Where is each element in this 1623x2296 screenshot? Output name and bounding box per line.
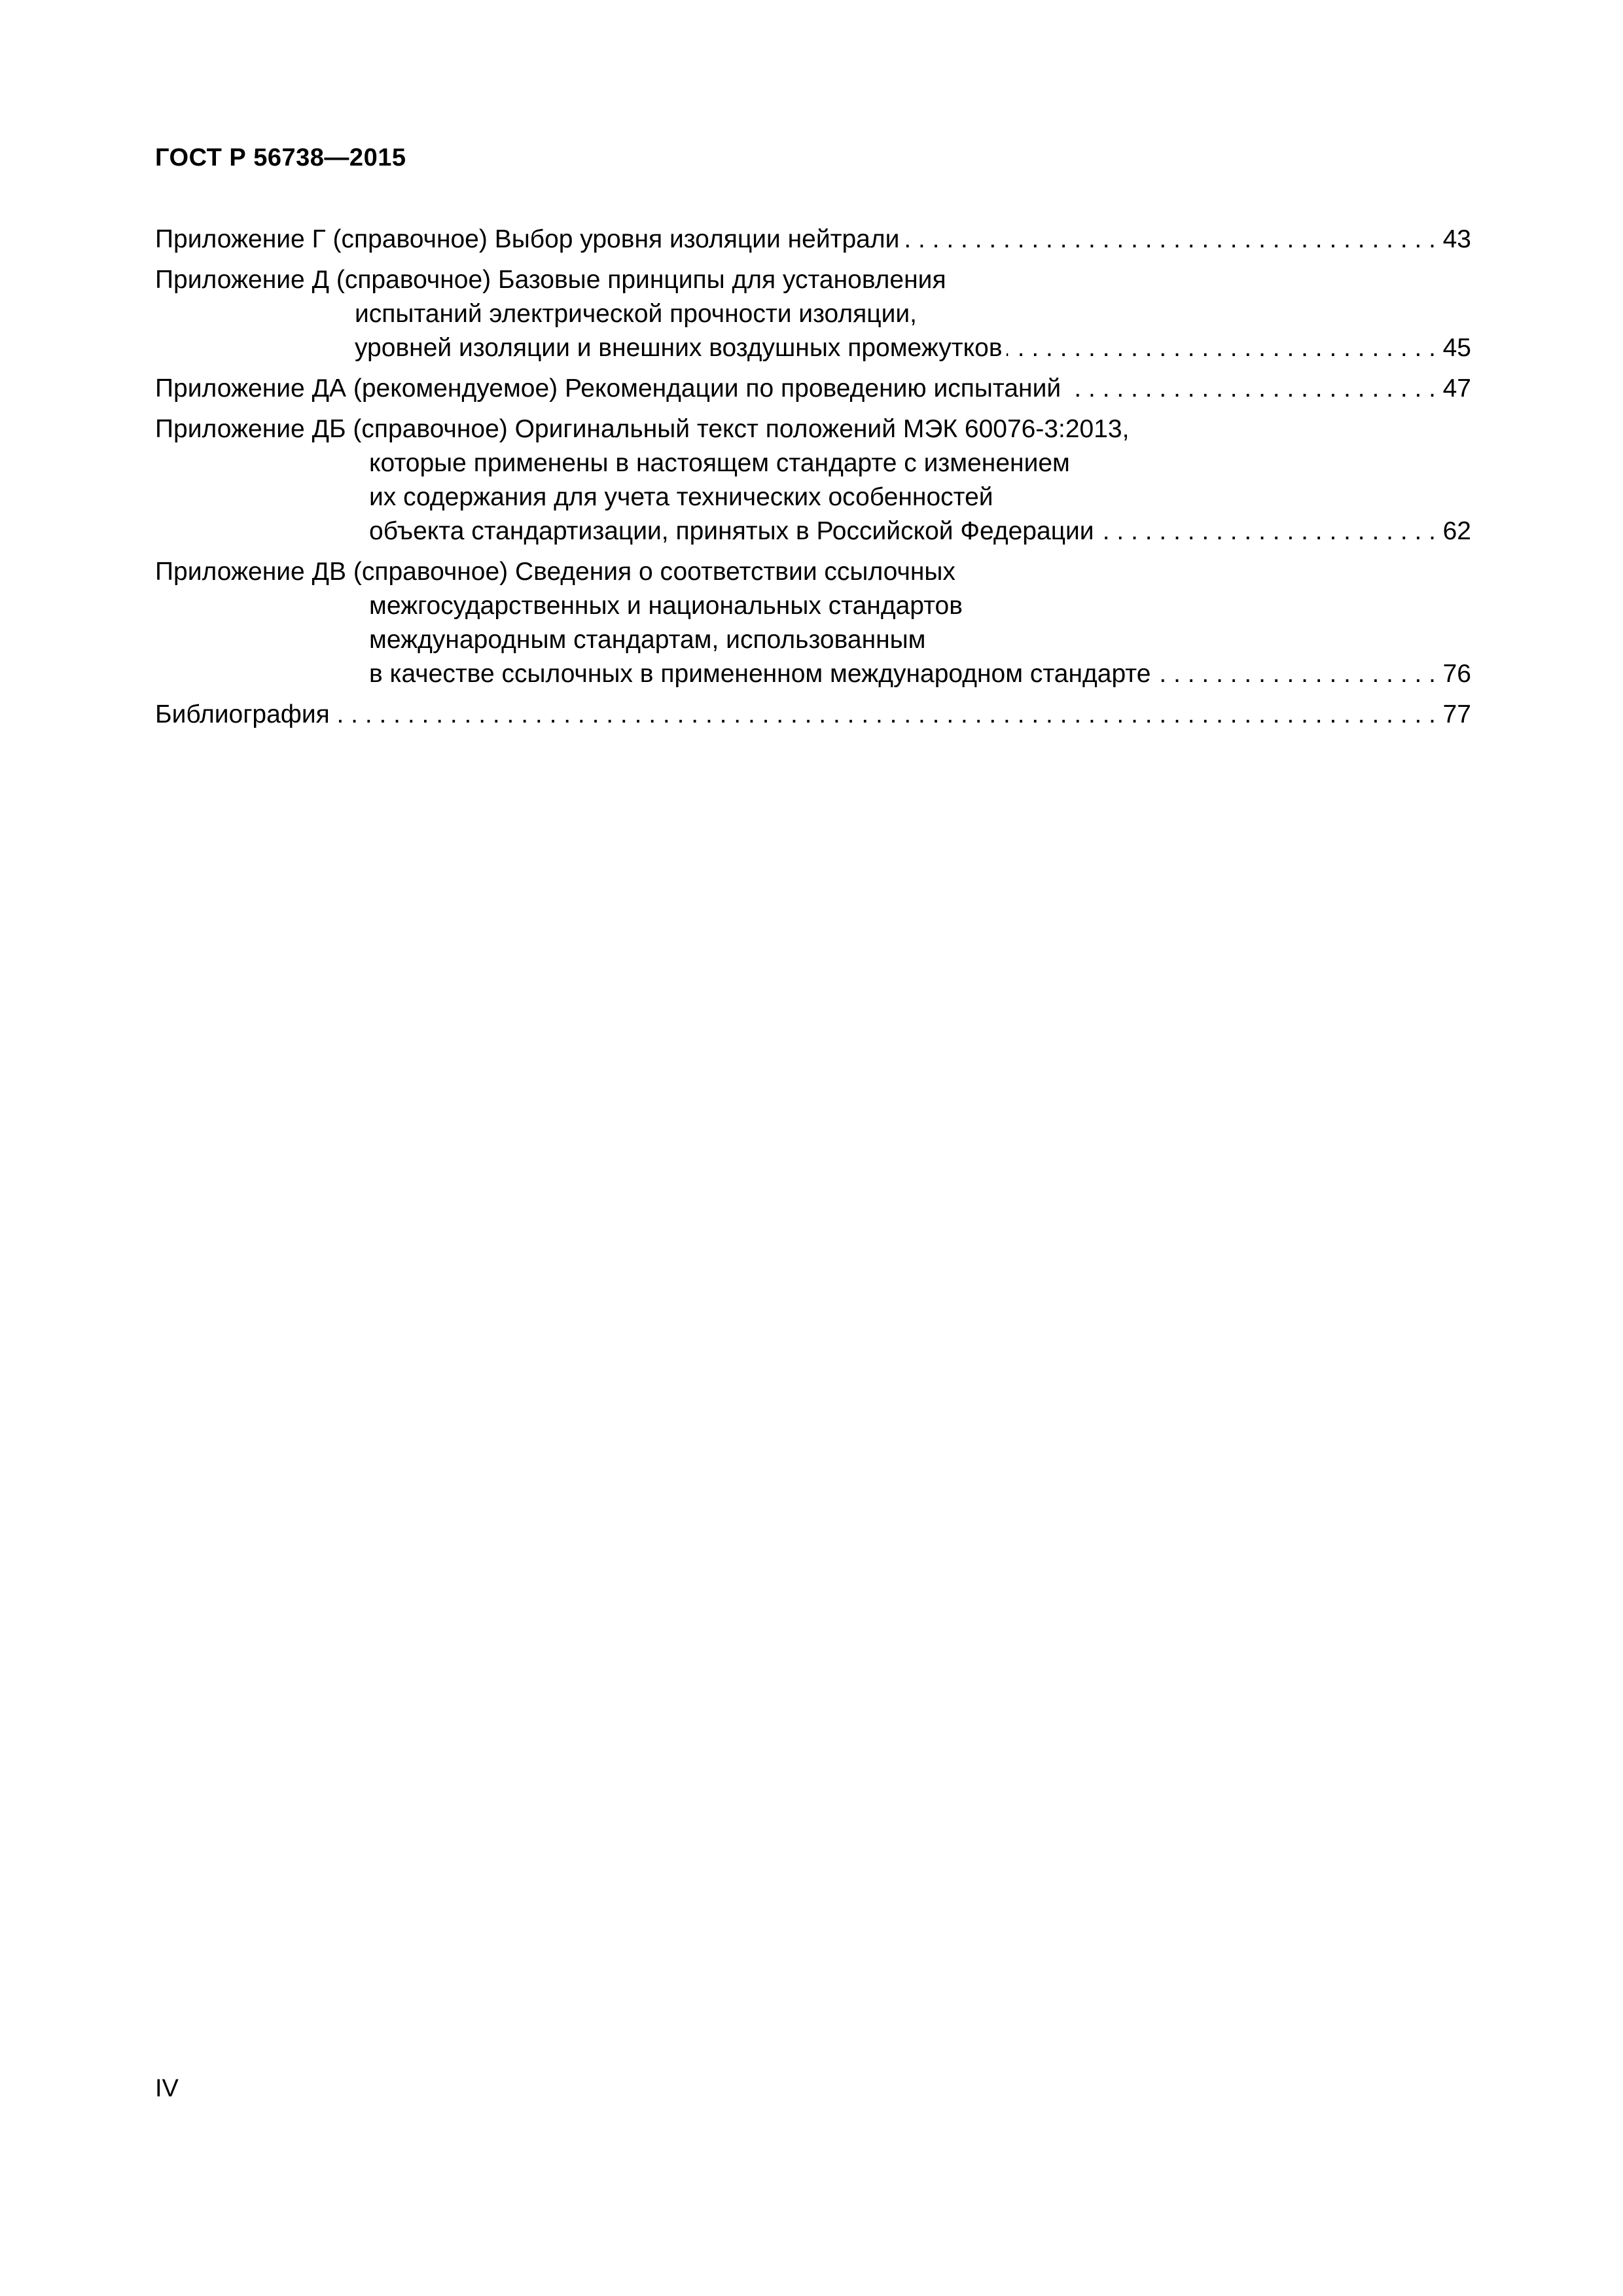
toc-entry-title: Приложение ДБ (справочное) Оригинальный текст положений МЭК 60076-3:2013, xyxy=(155,415,1130,443)
dot-leader xyxy=(903,223,1436,257)
toc-entry-continuation: которые применены в настоящем стандарте с изменением xyxy=(369,449,1070,477)
toc-page-number: 45 xyxy=(1442,334,1471,362)
toc-page-number: 62 xyxy=(1442,517,1471,545)
dot-leader xyxy=(1154,657,1436,691)
toc-entry-continuation: международным стандартам, использованным xyxy=(369,626,926,654)
toc-entry-title: Приложение ДА (рекомендуемое) Рекомендации по проведению испытаний xyxy=(155,374,1061,403)
toc-entry-title: Библиография xyxy=(155,700,330,728)
toc-entry-appendix-g[interactable] xyxy=(155,223,1471,257)
toc-entry-continuation: их содержания для учета технических особенностей xyxy=(369,483,993,511)
toc-entry-appendix-da[interactable] xyxy=(155,372,1471,406)
toc-entry-appendix-db[interactable] xyxy=(155,412,1471,548)
toc-entry-title: Приложение Д (справочное) Базовые принципы для установления xyxy=(155,266,946,294)
toc-page-number: 77 xyxy=(1442,700,1471,728)
toc-entry-bibliography[interactable] xyxy=(155,698,1471,732)
toc-entry-appendix-d[interactable] xyxy=(155,263,1471,365)
toc-entry-continuation: межгосударственных и национальных стандартов xyxy=(369,592,963,620)
toc-page-number: 76 xyxy=(1442,660,1471,688)
toc-entry-continuation: в качестве ссылочных в примененном международном стандарте xyxy=(369,660,1151,688)
toc-entry-continuation: испытаний электрической прочности изоляции, xyxy=(355,300,917,328)
dot-leader xyxy=(1007,331,1436,365)
page-number: IV xyxy=(155,2075,179,2102)
toc-entry-title: Приложение ДВ (справочное) Сведения о соответствии ссылочных xyxy=(155,558,955,586)
toc-entry-title: Приложение Г (справочное) Выбор уровня изоляции нейтрали xyxy=(155,225,900,253)
toc-page-number: 43 xyxy=(1442,225,1471,253)
dot-leader xyxy=(1098,514,1436,548)
toc-entry-continuation: объекта стандартизации, принятых в Российской Федерации xyxy=(369,517,1094,545)
toc-entry-continuation: уровней изоляции и внешних воздушных промежутков xyxy=(355,334,1003,362)
dot-leader xyxy=(1065,372,1436,406)
toc-page-number: 47 xyxy=(1442,374,1471,403)
table-of-contents xyxy=(155,223,1471,738)
document-designation: ГОСТ Р 56738—2015 xyxy=(155,144,406,171)
dot-leader xyxy=(334,698,1436,732)
toc-entry-appendix-dv[interactable] xyxy=(155,555,1471,691)
